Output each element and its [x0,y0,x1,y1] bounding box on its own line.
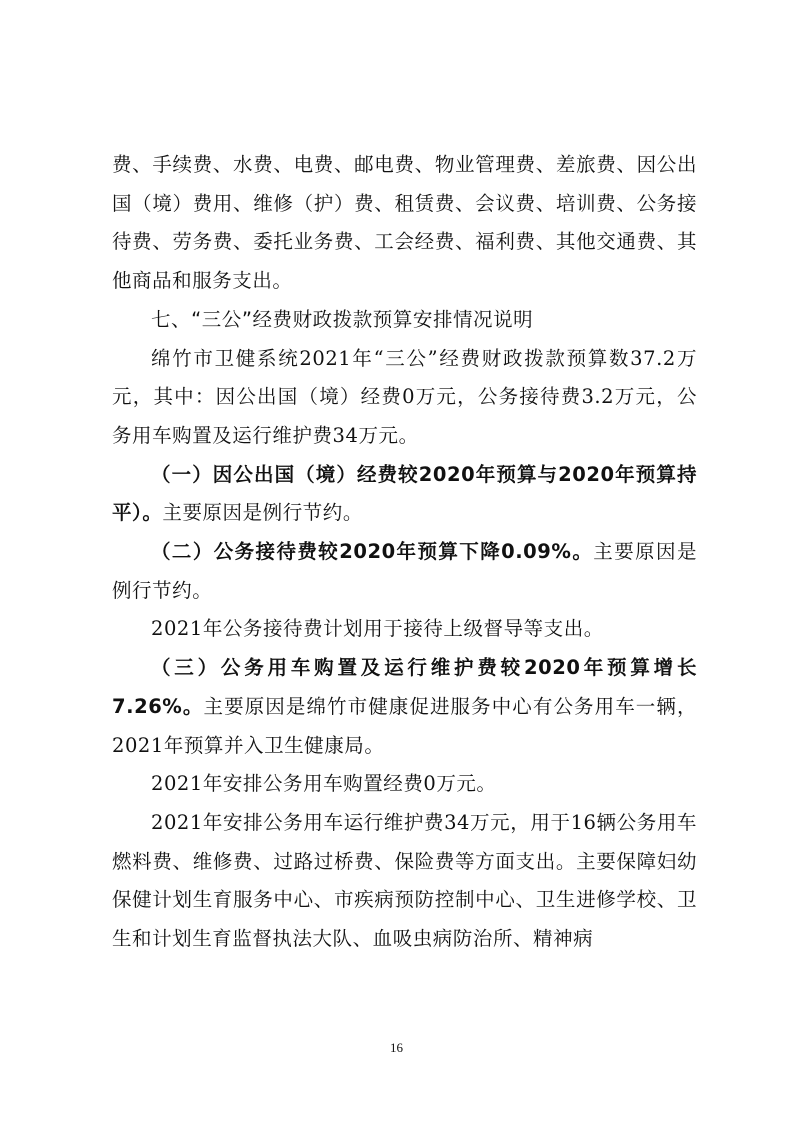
paragraph-reception-plan: 2021年公务接待费计划用于接待上级督导等支出。 [151,617,604,641]
document-body [112,146,697,959]
subsection-one-heading: （一）因公出国（境）经费较2020年预算与2020年预算持平）。 [112,462,697,525]
subsection-one-text: 主要原因是例行节约。 [162,501,363,525]
section-heading-seven: 七、“三公”经费财政拨款预算安排情况说明 [151,307,534,331]
paragraph-subsection-three [112,649,697,765]
subsection-two-heading: （二）公务接待费较2020年预算下降0.09%。 [151,540,594,564]
paragraph-vehicle-purchase: 2021年安排公务用车购置经费0万元。 [151,772,497,796]
paragraph-vehicle-operation: 2021年安排公务用车运行维护费34万元，用于16辆公务用车燃料费、维修费、过路过桥费、保险费等方面支出。主要保障妇幼保健计划生育服务中心、市疾病预防控制中心、卫生进修学校、卫生和计划生育监督执法大队、血吸虫病防治所、精神病 [112,810,697,951]
page-number: 16 [390,1040,403,1055]
paragraph-three-public-budget: 绵竹市卫健系统2021年“三公”经费财政拨款预算数37.2万元，其中：因公出国（境）经费0万元，公务接待费3.2万元，公务用车购置及运行维护费34万元。 [112,346,697,447]
paragraph-expense-list: 费、手续费、水费、电费、邮电费、物业管理费、差旅费、因公出国（境）费用、维修（护）费、租赁费、会议费、培训费、公务接待费、劳务费、委托业务费、工会经费、福利费、其他交通费、其他商品和服务支出。 [112,153,697,293]
paragraph-subsection-one [112,456,697,533]
subsection-three-text: 主要原因是绵竹市健康促进服务中心有公务用车一辆，2021年预算并入卫生健康局。 [112,694,698,757]
subsection-two-text: 主要原因是例行节约。 [112,540,697,602]
paragraph-subsection-two [112,533,697,610]
subsection-three-heading: （三）公务用车购置及运行维护费较2020年预算增长7.26%。 [112,656,697,718]
